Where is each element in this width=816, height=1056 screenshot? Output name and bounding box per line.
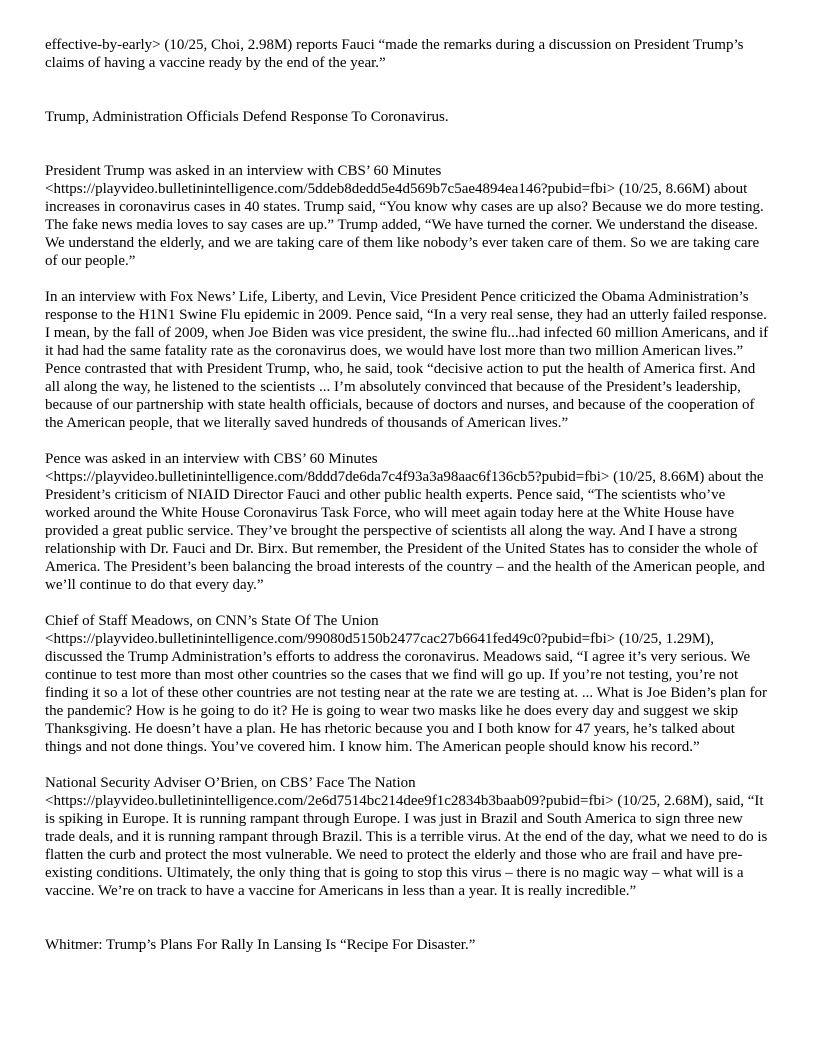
paragraph-text: Chief of Staff Meadows, on CNN’s State Of The Union xyxy=(45,613,379,629)
paragraph-fauci-continued xyxy=(45,36,771,72)
paragraph-obrien-face-the-nation xyxy=(45,774,771,900)
headline-whitmer-rally-lansing xyxy=(45,936,771,954)
video-link[interactable]: <https://playvideo.bulletinintelligence.com/2e6d7514bc214dee9f1c2834b3baab09?pubid=fbi> xyxy=(45,793,614,809)
headline-trump-administration-defend-response xyxy=(45,108,771,126)
paragraph-meadows-cnn xyxy=(45,612,771,756)
paragraph-pence-fox-news xyxy=(45,288,771,432)
paragraph-text: Pence was asked in an interview with CBS’ 60 Minutes xyxy=(45,451,378,467)
video-link[interactable]: <https://playvideo.bulletinintelligence.com/8ddd7de6da7c4f93a3a98aac6f136cb5?pubid=fbi> xyxy=(45,469,610,485)
paragraph-text: effective-by-early> (10/25, Choi, 2.98M) reports Fauci “made the remarks during a discussion on President Trump’s claims of having a vaccine ready by the end of the year.” xyxy=(45,37,744,71)
paragraph-text: In an interview with Fox News’ Life, Liberty, and Levin, Vice President Pence criticized the Obama Administration’s response to the H1N1 Swine Flu epidemic in 2009. Pence said, “In a very real sense, they had an utterly failed response. I mean, by the fall of 2009, when Joe Biden was vice president, the swine flu...had infected 60 million Americans, and if it had had the same fatality rate as the coronavirus does, we would have lost more than two million American lives.” Pence contrasted that with President Trump, who, he said, took “decisive action to put the health of America first. And all along the way, he listened to the scientists ... I’m absolutely convinced that because of the President’s leadership, because of our partnership with state health officials, because of doctors and nurses, and because of the cooperation of the American people, that we literally saved hundreds of thousands of American lives.” xyxy=(45,289,769,431)
paragraph-text: (10/25, 1.29M), discussed the Trump Administration’s efforts to address the coronavirus. Meadows said, “I agree it’s very serious. We continue to test more than most other countries so the cases that we find will go up. If you’re not testing, you’re not finding it so a lot of these other countries are not testing near at the rate we are testing at. ... What is Joe Biden’s plan for the pandemic? How is he going to do it? He is going to wear two masks like he does every day and suggest we skip Thanksgiving. He doesn’t have a plan. He has rhetoric because you and I both know for 47 years, he’s talked about things and not done things. You’ve covered him. I know him. The American people should know his record.” xyxy=(45,631,768,755)
headline-text: Whitmer: Trump’s Plans For Rally In Lansing Is “Recipe For Disaster.” xyxy=(45,937,476,953)
paragraph-trump-60-minutes xyxy=(45,162,771,270)
paragraph-text: (10/25, 2.68M), said, “It is spiking in Europe. It is running rampant through Europe. I was just in Brazil and South America to sign three new trade deals, and it is running rampant through Brazil. This is a terrible virus. At the end of the day, what we need to do is flatten the curb and protect the most vulnerable. We need to protect the elderly and those who are frail and have pre-existing conditions. Ultimately, the only thing that is going to stop this virus – there is no magic way – what will is a vaccine. We’re on track to have a vaccine for Americans in less than a year. It is really incredible.” xyxy=(45,793,768,899)
video-link[interactable]: <https://playvideo.bulletinintelligence.com/5ddeb8dedd5e4d569b7c5ae4894ea146?pubid=fbi> xyxy=(45,181,616,197)
paragraph-text: National Security Adviser O’Brien, on CBS’ Face The Nation xyxy=(45,775,416,791)
paragraph-text: President Trump was asked in an interview with CBS’ 60 Minutes xyxy=(45,163,442,179)
headline-text: Trump, Administration Officials Defend Response To Coronavirus. xyxy=(45,109,449,125)
paragraph-pence-60-minutes xyxy=(45,450,771,594)
paragraph-text: (10/25, 8.66M) about increases in coronavirus cases in 40 states. Trump said, “You know why cases are up also? Because we do more testing. The fake news media loves to say cases are up.” Trump added, “We have turned the corner. We understand the disease. We understand the elderly, and we are taking care of them like nobody’s ever taken care of them. So we are taking care of our people.” xyxy=(45,181,764,269)
video-link[interactable]: <https://playvideo.bulletinintelligence.com/99080d5150b2477cac27b6641fed49c0?pubid=fbi> xyxy=(45,631,616,647)
paragraph-text: (10/25, 8.66M) about the President’s criticism of NIAID Director Fauci and other public health experts. Pence said, “The scientists who’ve worked around the White House Coronavirus Task Force, who will meet again today here at the White House have provided a great public service. They’ve brought the perspective of scientists all along the way. And I have a strong relationship with Dr. Fauci and Dr. Birx. But remember, the President of the United States has to consider the whole of America. The President’s been balancing the broad interests of the country – and the health of the American people, and we’ll continue to do that every day.” xyxy=(45,469,765,593)
document-page xyxy=(45,36,771,954)
